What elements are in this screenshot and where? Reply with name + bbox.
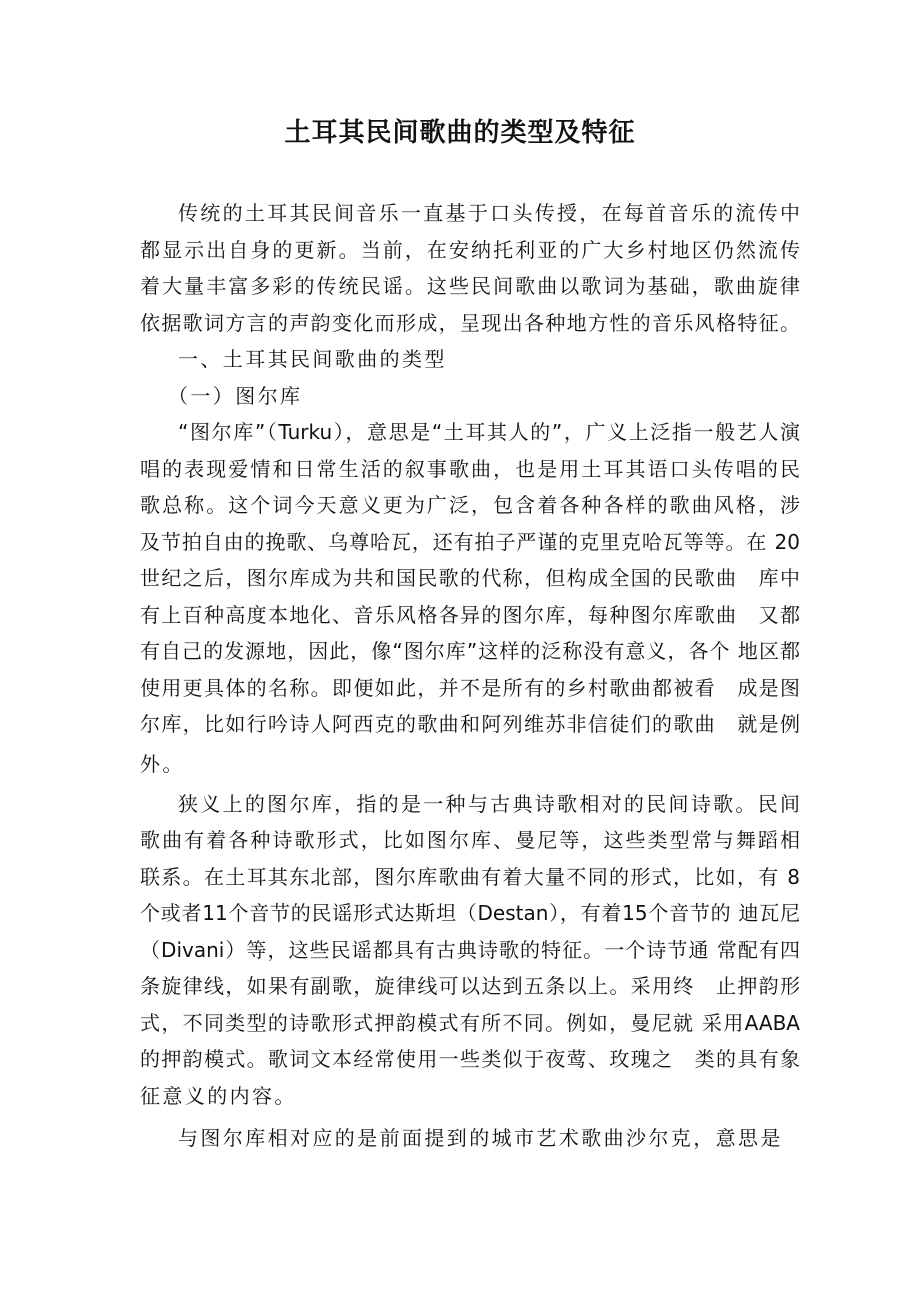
text-line: 的押韵模式。歌词文本经常使用一些类似于夜莺、玫瑰之 类的具有象 — [140, 1047, 800, 1071]
text-line: 与图尔库相对应的是前面提到的城市艺术歌曲沙尔克，意思是 — [178, 1126, 783, 1150]
text-line: 尔库，比如行吟诗人阿西克的歌曲和阿列维苏非信徒们的歌曲 就是例 — [140, 712, 800, 736]
text-line: 联系。在土耳其东北部，图尔库歌曲有着大量不同的形式，比如，有 8 — [140, 865, 800, 889]
text-line: 歌曲有着各种诗歌形式，比如图尔库、曼尼等，这些类型常与舞蹈相 — [140, 828, 800, 852]
text-line: 条旋律线，如果有副歌，旋律线可以达到五条以上。采用终 止押韵形 — [140, 974, 800, 998]
text-line: 有上百种高度本地化、音乐风格各异的图尔库，每种图尔库歌曲 又都 — [140, 603, 800, 627]
text-line: 个或者11个音节的民谣形式达斯坦（Destan），有着15个音节的 迪瓦尼 — [140, 901, 800, 925]
text-line: 狭义上的图尔库，指的是一种与古典诗歌相对的民间诗歌。民间 — [178, 792, 800, 816]
text-line: 有自己的发源地，因此，像“图尔库”这样的泛称没有意义，各个 地区都 — [140, 639, 800, 663]
text-line: 使用更具体的名称。即便如此，并不是所有的乡村歌曲都被看 成是图 — [140, 676, 800, 700]
section-heading: 一、土耳其民间歌曲的类型 — [178, 347, 447, 371]
subsection-heading: （一）图尔库 — [168, 384, 303, 408]
text-line: 着大量丰富多彩的传统民谣。这些民间歌曲以歌词为基础，歌曲旋律 — [140, 274, 800, 298]
text-line: （Divani）等，这些民谣都具有古典诗歌的特征。一个诗节通 常配有四 — [140, 938, 800, 962]
text-line: 征意义的内容。 — [140, 1084, 297, 1108]
document-title: 土耳其民间歌曲的类型及特征 — [284, 118, 636, 148]
text-line: 唱的表现爱情和日常生活的叙事歌曲，也是用土耳其语口头传唱的民 — [140, 457, 800, 481]
text-line: 传统的土耳其民间音乐一直基于口头传授，在每首音乐的流传中 — [178, 201, 800, 225]
text-line: “图尔库”（Turku），意思是“土耳其人的”，广义上泛指一般艺人演 — [178, 420, 800, 444]
text-line: 外。 — [140, 752, 185, 776]
text-line: 式，不同类型的诗歌形式押韵模式有所不同。例如，曼尼就 采用AABA — [140, 1011, 800, 1035]
text-line: 依据歌词方言的声韵变化而形成，呈现出各种地方性的音乐风格特征。 — [140, 311, 800, 335]
text-line: 及节拍自由的挽歌、乌尊哈瓦，还有拍子严谨的克里克哈瓦等等。在 20 — [140, 530, 800, 554]
text-line: 歌总称。这个词今天意义更为广泛，包含着各种各样的歌曲风格，涉 — [140, 493, 800, 517]
text-line: 都显示出自身的更新。当前，在安纳托利亚的广大乡村地区仍然流传 — [140, 238, 800, 262]
text-line: 世纪之后，图尔库成为共和国民歌的代称，但构成全国的民歌曲 库中 — [140, 566, 800, 590]
